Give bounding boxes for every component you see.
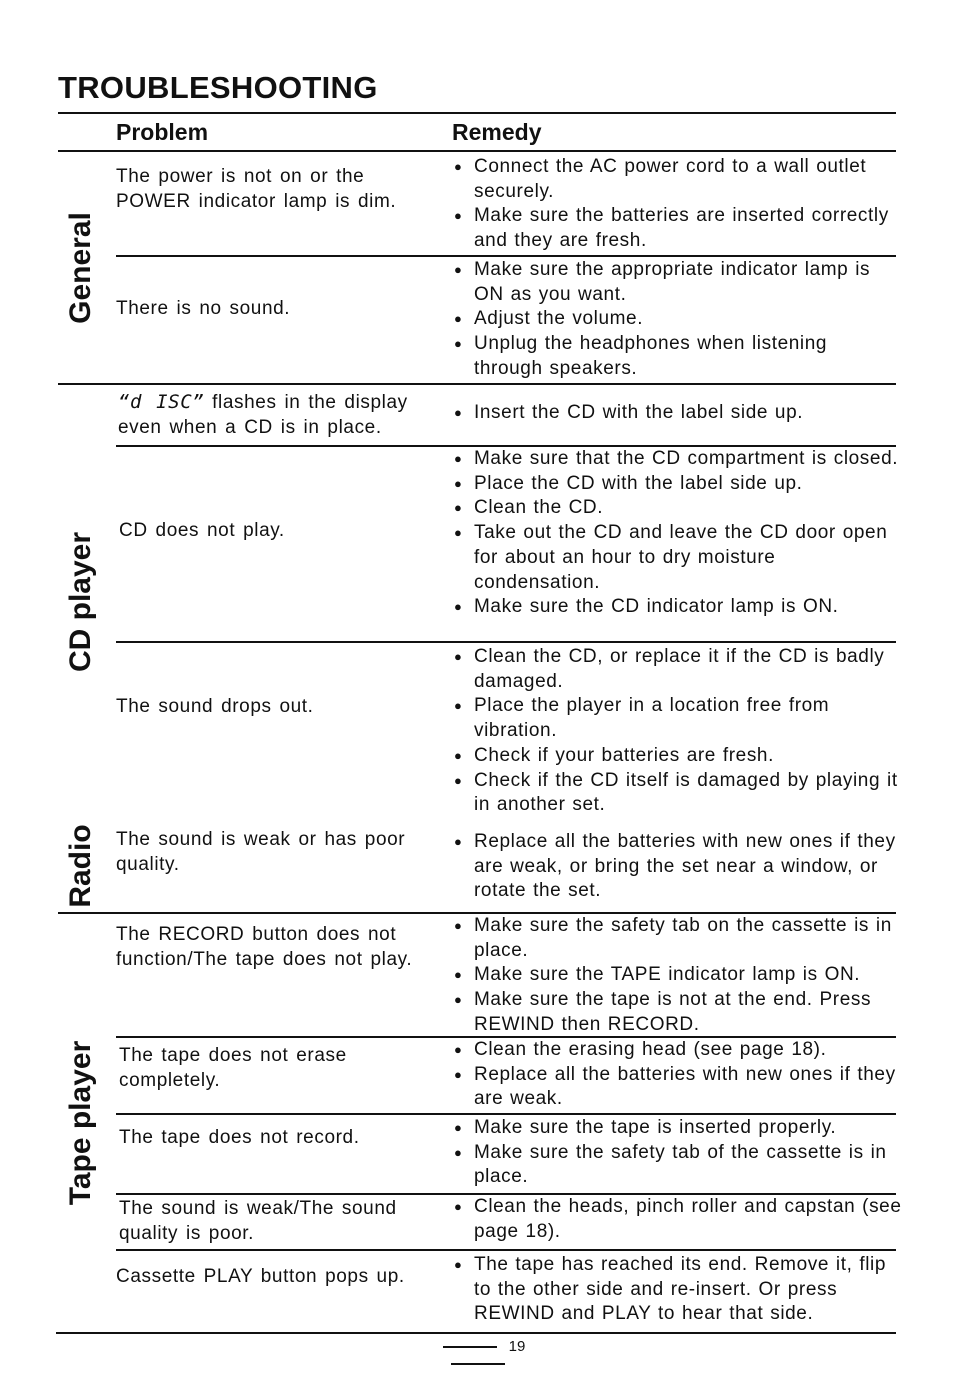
remedy-item: ● Make sure the safety tab on the cassette is in place.: [454, 914, 902, 963]
header-rule: [58, 150, 896, 152]
remedy-item: ● Make sure the CD indicator lamp is ON.: [454, 595, 902, 620]
remedy-item: ● Clean the CD.: [454, 496, 902, 521]
section-cd-player-text: CD player: [64, 531, 97, 672]
remedy-list: [454, 1116, 902, 1190]
remedy-item: ● Take out the CD and leave the CD door open for about an hour to dry moisture condensation.: [454, 521, 902, 595]
row-rule: [116, 255, 896, 257]
problem-text: The sound drops out.: [116, 696, 314, 717]
remedy-item: ● Make sure the batteries are inserted correctly and they are fresh.: [454, 204, 902, 253]
remedy-list: [454, 830, 896, 904]
remedy-item: ● Check if the CD itself is damaged by playing it in another set.: [454, 769, 902, 818]
section-radio-text: Radio: [64, 824, 97, 908]
remedy-item: ● Adjust the volume.: [454, 307, 902, 332]
row-rule: [116, 641, 896, 643]
remedy-item: ● Connect the AC power cord to a wall outlet securely.: [454, 155, 902, 204]
remedy-item: ● Check if your batteries are fresh.: [454, 744, 902, 769]
section-rule: [58, 383, 896, 385]
remedy-item: ● The tape has reached its end. Remove it, flip to the other side and re-insert. Or press REWIND and PLAY to hear that side.: [454, 1253, 894, 1327]
remedy-list: [454, 1038, 902, 1112]
remedy-item: ● Make sure the appropriate indicator lamp is ON as you want.: [454, 258, 902, 307]
remedy-list: [454, 155, 902, 254]
remedy-item: ● Make sure that the CD compartment is closed.: [454, 447, 902, 472]
page-number-text: 19: [508, 1338, 526, 1355]
remedy-item: ● Clean the erasing head (see page 18).: [454, 1038, 902, 1063]
remedy-item: ● Make sure the tape is inserted properly.: [454, 1116, 902, 1141]
problem-text: Cassette PLAY button pops up.: [116, 1266, 405, 1287]
section-label-general: [56, 152, 106, 384]
remedy-list: [454, 645, 902, 818]
row-rule: [116, 1113, 896, 1115]
section-label-tape-player: [56, 913, 106, 1333]
page-number-rule-right: [451, 1363, 505, 1365]
remedy-item: ● Replace all the batteries with new ones if they are weak.: [454, 1063, 902, 1112]
table-bottom-rule: [56, 1332, 896, 1334]
disc-display-glyph: “d ISC”: [118, 391, 205, 413]
problem-text: There is no sound.: [116, 298, 291, 319]
section-label-radio: [56, 819, 106, 913]
page-title: TROUBLESHOOTING: [58, 70, 378, 105]
remedy-item: ● Clean the CD, or replace it if the CD is badly damaged.: [454, 645, 902, 694]
problem-text: CD does not play.: [119, 520, 285, 541]
problem-text: The RECORD button does not function/The tape does not play.: [116, 924, 413, 970]
remedy-item: ● Make sure the safety tab of the cassette is in place.: [454, 1141, 902, 1190]
remedy-item: ● Make sure the TAPE indicator lamp is ON.: [454, 963, 902, 988]
section-label-cd-player: [56, 384, 106, 819]
remedy-list: [454, 401, 902, 426]
remedy-list: [454, 914, 902, 1038]
remedy-column-header: Remedy: [452, 119, 542, 145]
problem-column-header: Problem: [116, 119, 209, 145]
row-rule: [116, 1249, 896, 1251]
problem-text: The power is not on or the POWER indicator lamp is dim.: [116, 166, 397, 212]
remedy-item: ● Make sure the tape is not at the end. Press REWIND then RECORD.: [454, 988, 902, 1037]
remedy-item: ● Clean the heads, pinch roller and capstan (see page 18).: [454, 1195, 902, 1244]
remedy-list: [454, 1195, 902, 1244]
remedy-item: ● Replace all the batteries with new ones if they are weak, or bring the set near a window, or rotate the set.: [454, 830, 896, 904]
problem-text: The sound is weak/The sound quality is poor.: [119, 1198, 397, 1244]
remedy-item: ● Unplug the headphones when listening through speakers.: [454, 332, 902, 381]
problem-text: [118, 390, 440, 440]
page-number: [400, 1338, 556, 1372]
section-tape-player-text: Tape player: [64, 1040, 97, 1206]
remedy-list: [454, 258, 902, 382]
remedy-list: [454, 1253, 894, 1327]
remedy-list: [454, 447, 902, 620]
problem-text-rest: flashes in the display even when a CD is in place.: [118, 392, 408, 438]
remedy-item: ● Insert the CD with the label side up.: [454, 401, 902, 426]
problem-text: The tape does not erase completely.: [119, 1045, 347, 1091]
remedy-item: ● Place the CD with the label side up.: [454, 472, 902, 497]
remedy-item: ● Place the player in a location free from vibration.: [454, 694, 902, 743]
page-number-rule-left: [443, 1346, 497, 1348]
section-general-text: General: [64, 212, 97, 324]
problem-text: The sound is weak or has poor quality.: [116, 829, 406, 875]
problem-text: The tape does not record.: [119, 1127, 360, 1148]
title-rule: [58, 112, 896, 114]
